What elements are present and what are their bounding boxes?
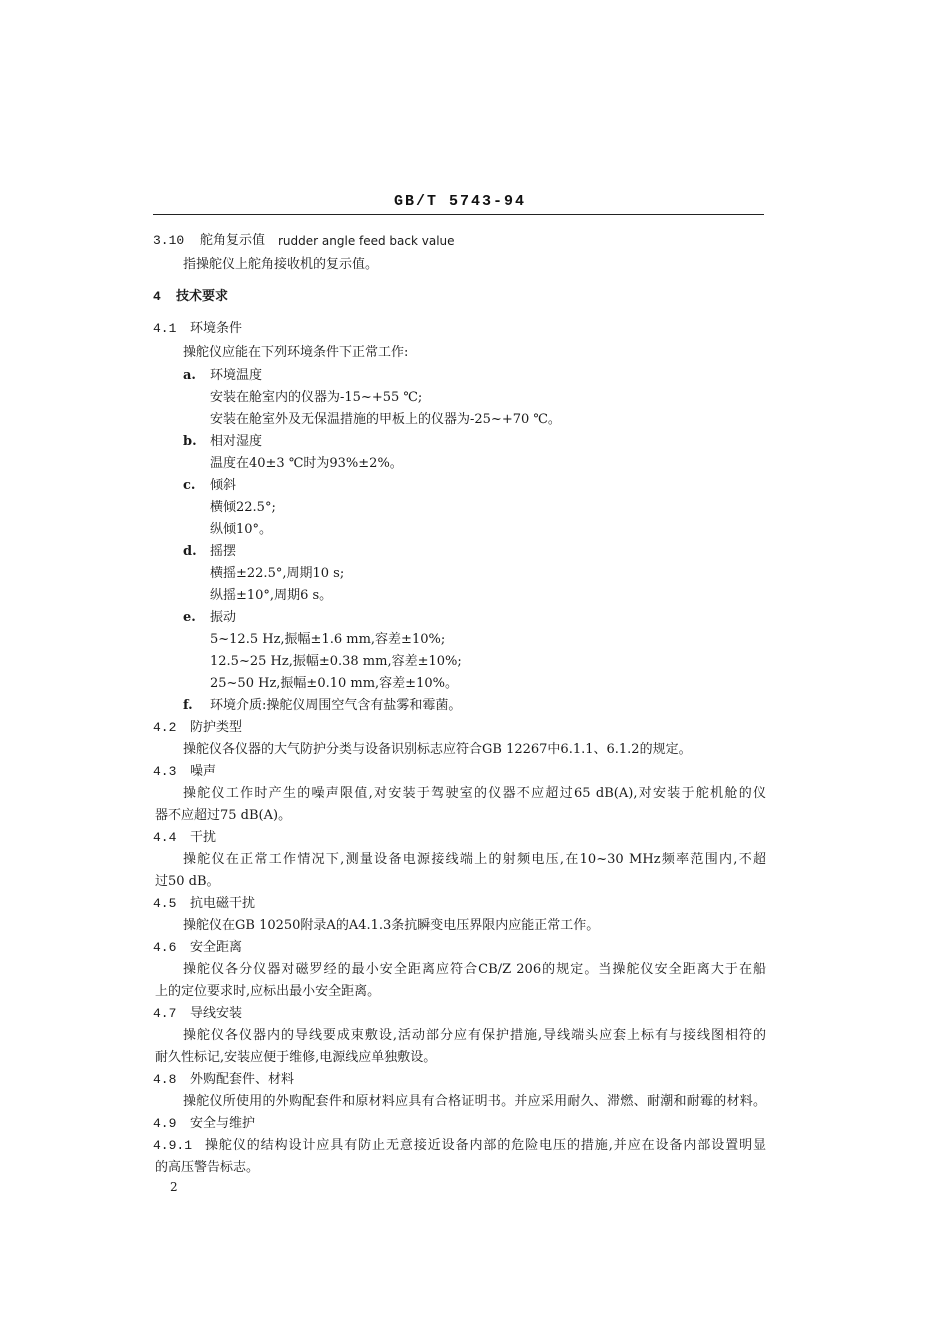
paragraph: 指操舵仪上舵角接收机的复示值。 [183, 257, 379, 272]
paragraph-continued: 过50 dB。 [155, 874, 220, 889]
section-title: 噪声 [190, 764, 217, 779]
list-label: b. [183, 434, 197, 449]
paragraph-continued: 的高压警告标志。 [155, 1160, 260, 1175]
section-english-term: rudder angle feed back value [278, 234, 455, 248]
section-title: 抗电磁干扰 [190, 896, 256, 911]
list-line: 横摇±22.5°,周期10 s; [210, 566, 345, 581]
list-line: 安装在舱室内的仪器为-15~+55 ℃; [210, 390, 423, 405]
paragraph: 操舵仪应能在下列环境条件下正常工作: [183, 345, 409, 360]
chapter-title: 技术要求 [176, 289, 229, 304]
section-title: 安全与维护 [190, 1116, 256, 1131]
section-number: 4.4 [153, 830, 177, 845]
paragraph: 操舵仪在正常工作情况下,测量设备电源接线端上的射频电压,在10~30 MHz频率范围内,不超 [183, 852, 766, 867]
list-line: 纵摇±10°,周期6 s。 [210, 588, 333, 603]
list-line: 安装在舱室外及无保温措施的甲板上的仪器为-25~+70 ℃。 [210, 412, 561, 427]
paragraph-continued: 器不应超过75 dB(A)。 [155, 808, 292, 823]
paragraph: 操舵仪各仪器内的导线要成束敷设,活动部分应有保护措施,导线端头应套上标有与接线图相符的 [183, 1028, 766, 1043]
page-number: 2 [170, 1180, 178, 1194]
section-title: 舵角复示值 [200, 233, 266, 248]
paragraph: 操舵仪工作时产生的噪声限值,对安装于驾驶室的仪器不应超过65 dB(A),对安装于舵机舱的仪 [183, 786, 766, 801]
section-title: 环境条件 [190, 321, 243, 336]
paragraph: 操舵仪在GB 10250附录A的A4.1.3条抗瞬变电压界限内应能正常工作。 [183, 918, 600, 933]
list-line: 5~12.5 Hz,振幅±1.6 mm,容差±10%; [210, 632, 446, 647]
list-label: c. [183, 478, 196, 493]
paragraph: 操舵仪各仪器的大气防护分类与设备识别标志应符合GB 12267中6.1.1、6.1.2的规定。 [183, 742, 692, 757]
list-title: 相对湿度 [210, 434, 263, 449]
paragraph: 操舵仪各分仪器对磁罗经的最小安全距离应符合CB/Z 206的规定。当操舵仪安全距离大于在船 [183, 962, 766, 977]
list-title: 振动 [210, 610, 237, 625]
list-label: a. [183, 368, 196, 383]
header-rule [153, 214, 764, 215]
standard-header: GB/T 5743-94 [393, 193, 527, 210]
section-number: 4.2 [153, 720, 177, 735]
list-title: 环境介质:操舵仪周围空气含有盐雾和霉菌。 [210, 698, 462, 713]
list-line: 横倾22.5°; [210, 500, 276, 515]
section-title: 干扰 [190, 830, 217, 845]
list-line: 12.5~25 Hz,振幅±0.38 mm,容差±10%; [210, 654, 462, 669]
list-line: 纵倾10°。 [210, 522, 273, 537]
section-number: 4.8 [153, 1072, 177, 1087]
section-title: 防护类型 [190, 720, 243, 735]
list-line: 温度在40±3 ℃时为93%±2%。 [210, 456, 403, 471]
section-number: 3.10 [153, 233, 185, 248]
list-label: e. [183, 610, 196, 625]
section-number: 4.7 [153, 1006, 177, 1021]
list-label: f. [183, 698, 193, 713]
list-line: 25~50 Hz,振幅±0.10 mm,容差±10%。 [210, 676, 458, 691]
paragraph-continued: 上的定位要求时,应标出最小安全距离。 [155, 984, 381, 999]
section-number: 4.6 [153, 940, 177, 955]
list-label: d. [183, 544, 197, 559]
chapter-number: 4 [153, 289, 161, 304]
section-number: 4.3 [153, 764, 177, 779]
section-number: 4.9.1 [153, 1138, 193, 1153]
section-number: 4.5 [153, 896, 177, 911]
paragraph-continued: 耐久性标记,安装应便于维修,电源线应单独敷设。 [155, 1050, 437, 1065]
paragraph: 操舵仪所使用的外购配套件和原材料应具有合格证明书。并应采用耐久、滞燃、耐潮和耐霉的材料。 [183, 1094, 766, 1109]
section-number: 4.9 [153, 1116, 177, 1131]
paragraph: 操舵仪的结构设计应具有防止无意接近设备内部的危险电压的措施,并应在设备内部设置明显 [205, 1138, 766, 1153]
section-number: 4.1 [153, 321, 177, 336]
section-title: 导线安装 [190, 1006, 243, 1021]
section-title: 安全距离 [190, 940, 243, 955]
list-title: 摇摆 [210, 544, 237, 559]
list-title: 环境温度 [210, 368, 263, 383]
list-title: 倾斜 [210, 478, 237, 493]
section-title: 外购配套件、材料 [190, 1072, 295, 1087]
